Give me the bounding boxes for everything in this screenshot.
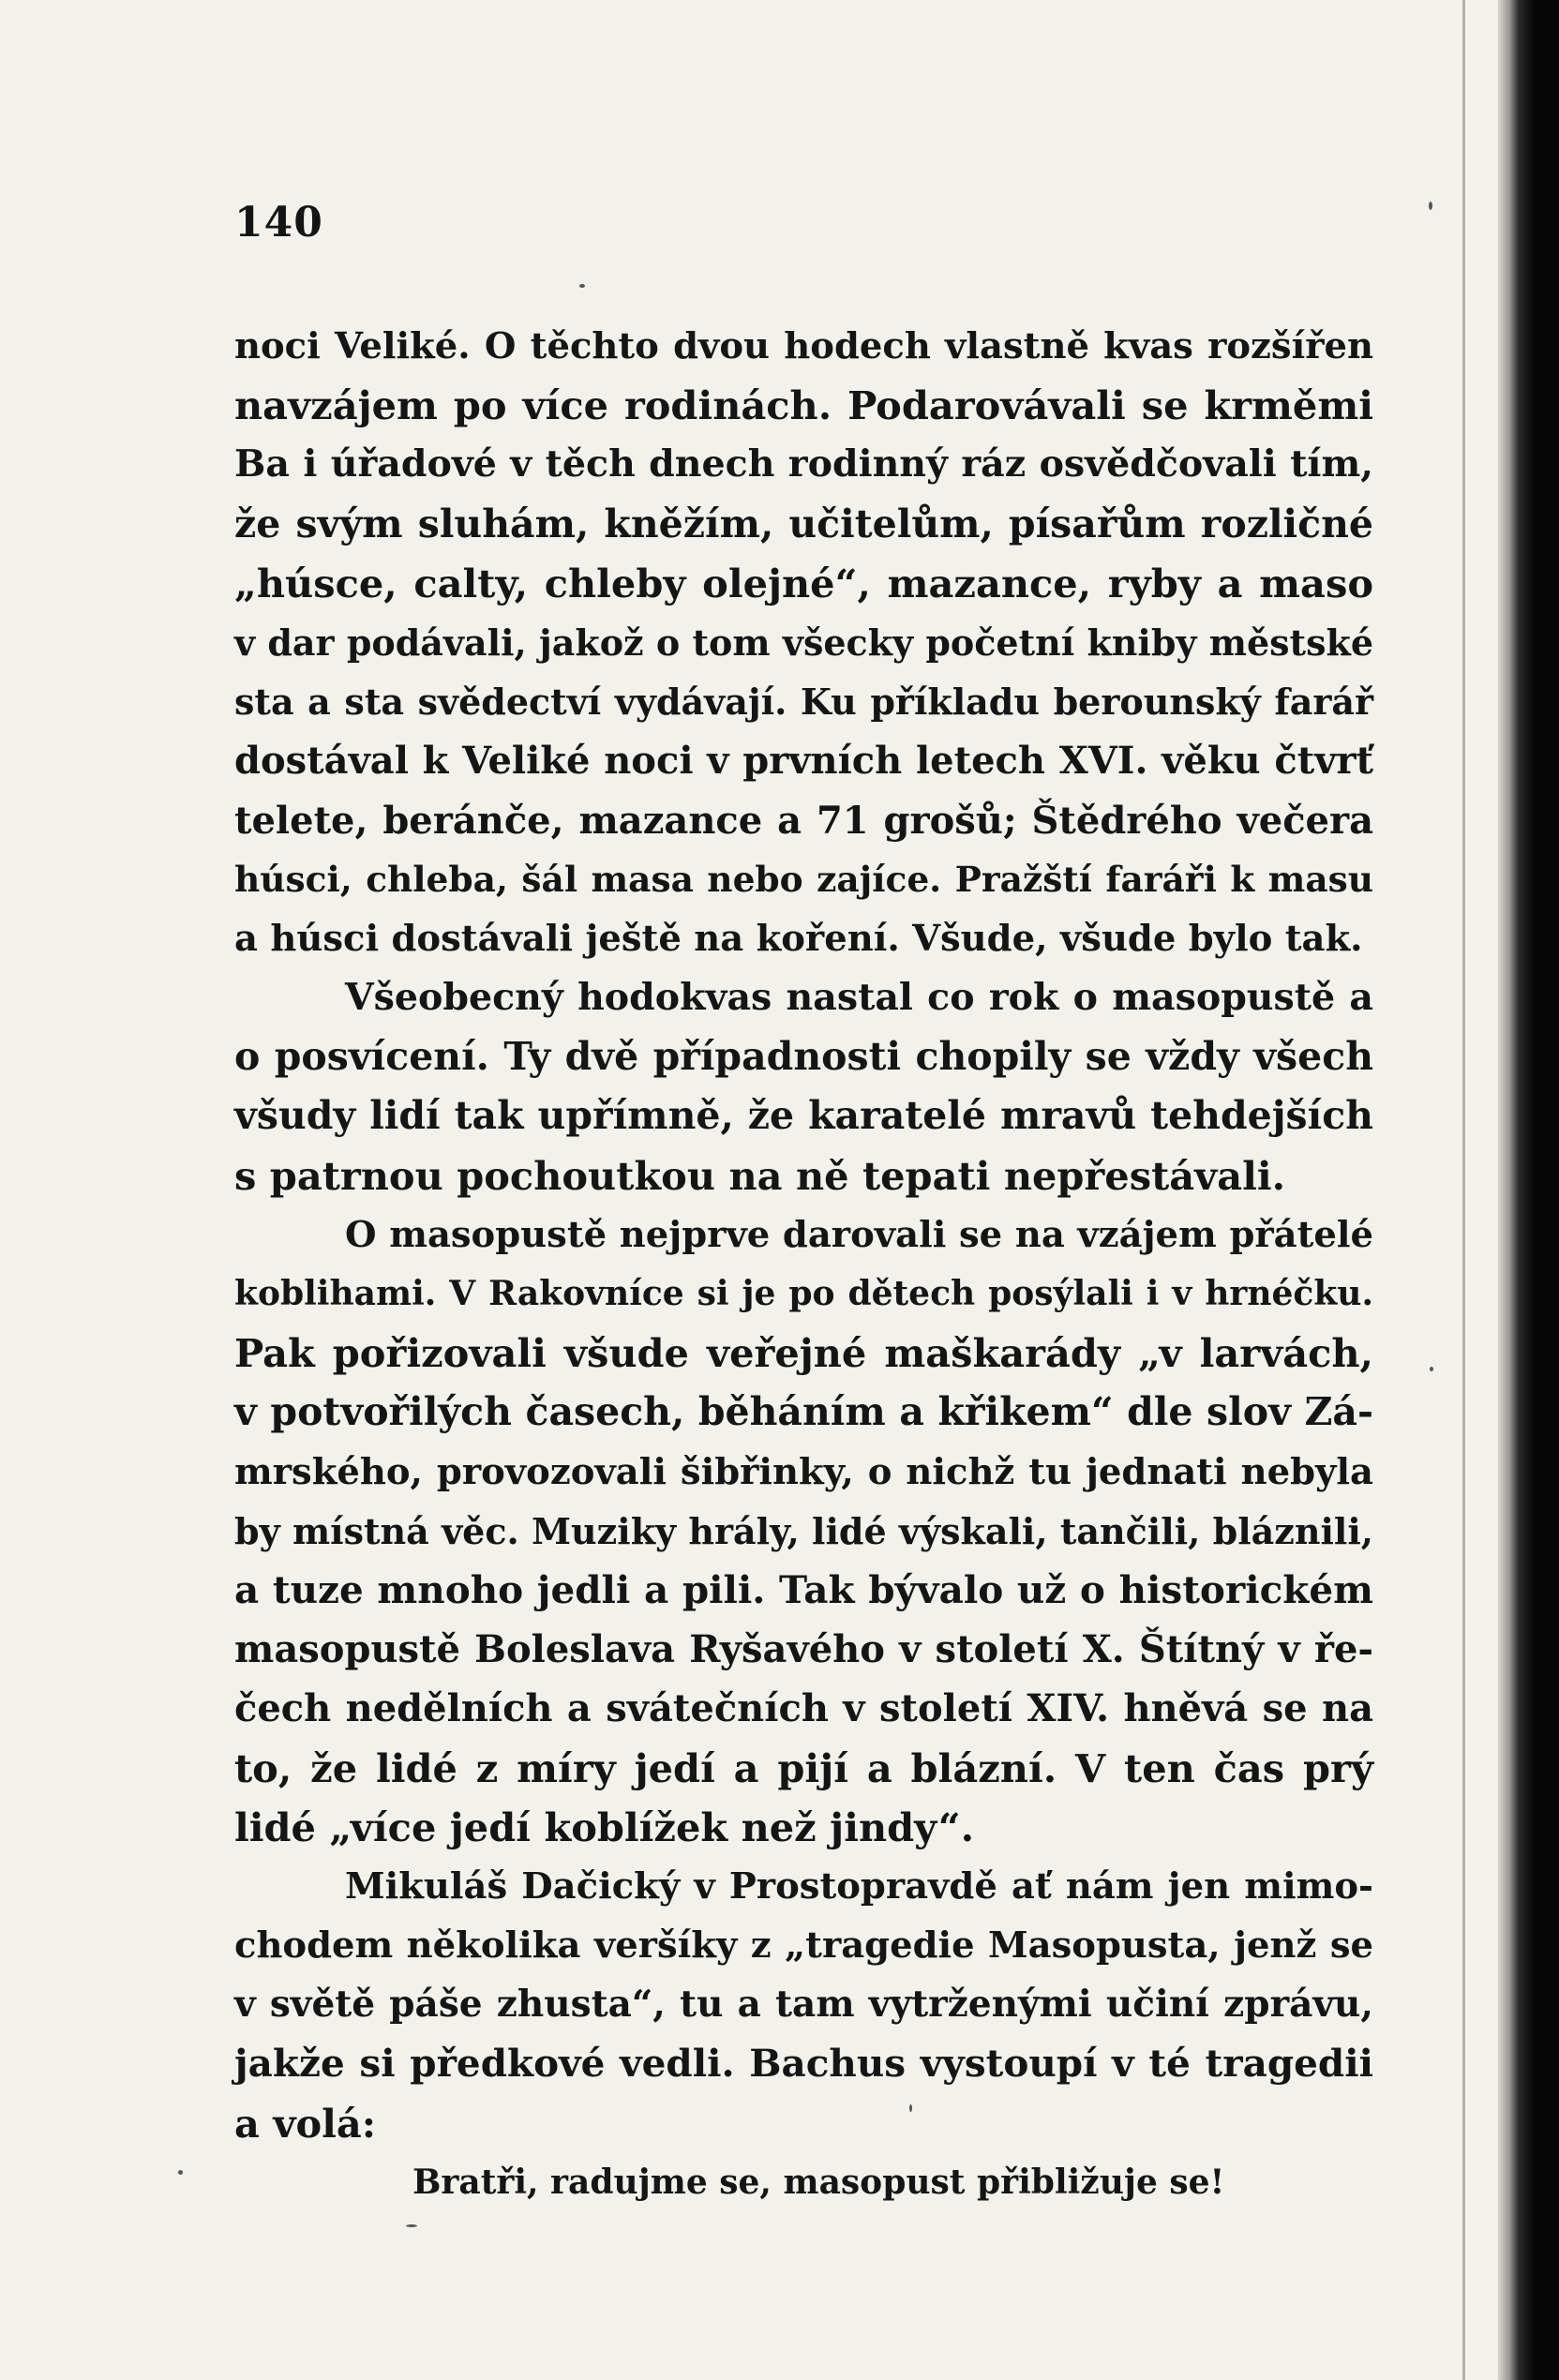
text-line: s patrnou pochoutkou na ně tepati nepřestávali.	[234, 1152, 1286, 1199]
verse-line: Bratři, radujme se, masopust přibližuje se!	[412, 2162, 1225, 2202]
text-line: a volá:	[234, 2100, 377, 2147]
text-line: O masopustě nejprve darovali se na vzájem přátelé	[345, 1213, 1373, 1256]
text-line: všudy lidí tak upřímně, že karatelé mravů tehdejších	[234, 1093, 1373, 1139]
scan-speck	[909, 2104, 912, 2112]
text-line: húsci, chleba, šál masa nebo zajíce. Pražští faráři k masu	[234, 858, 1373, 900]
text-line: to, že lidé z míry jedí a pijí a blázní. V ten čas prý	[234, 1744, 1373, 1791]
text-line: „húsce, calty, chleby olejné“, mazance, ryby a maso	[234, 560, 1373, 606]
book-spine-shadow	[1498, 0, 1559, 2380]
text-line: že svým sluhám, kněžím, učitelům, písařům rozličné	[234, 501, 1373, 546]
scan-speck	[406, 2224, 417, 2227]
scan-speck	[579, 284, 585, 288]
text-line: v potvořilých časech, běháním a křikem“ dle slov Zá-	[234, 1389, 1373, 1435]
text-line: masopustě Boleslava Ryšavého v století X. Štítný v ře-	[234, 1627, 1373, 1672]
text-line: koblihami. V Rakovníce si je po dětech posýlali i v hrnéčku.	[234, 1274, 1373, 1313]
page-number: 140	[234, 199, 323, 247]
body-text	[234, 317, 1373, 2212]
text-line: v dar podávali, jakož o tom všecky početní kniby městské	[234, 621, 1373, 664]
text-line: Všeobecný hodokvas nastal co rok o masopustě a	[345, 976, 1373, 1020]
scan-speck	[1430, 1367, 1433, 1371]
text-line: v světě páše zhusta“, tu a tam vytrženými učiní zprávu,	[234, 1983, 1373, 2027]
text-line: a húsci dostávali ještě na koření. Všude, všude bylo tak.	[234, 917, 1363, 960]
text-line: dostával k Veliké noci v prvních letech XVI. věku čtvrť	[234, 739, 1373, 784]
text-line: a tuze mnoho jedli a pili. Tak bývalo už o historickém	[234, 1566, 1373, 1612]
text-line: chodem několika veršíky z „tragedie Masopusta, jenž se	[234, 1924, 1373, 1968]
text-line: sta a sta svědectví vydávají. Ku příkladu berounský farář	[234, 681, 1373, 724]
text-line: telete, beránče, mazance a 71 grošů; Štědrého večera	[234, 798, 1373, 843]
text-line: by místná věc. Muziky hrály, lidé výskali, tančili, bláznili,	[234, 1509, 1373, 1552]
text-line: Pak pořizovali všude veřejné maškarády „v larvách,	[234, 1330, 1373, 1377]
text-line: o posvícení. Ty dvě případnosti chopily se vždy všech	[234, 1034, 1373, 1080]
text-line: mrského, provozovali šibřinky, o nichž tu jednati nebyla	[234, 1450, 1373, 1493]
text-line: Ba i úřadové v těch dnech rodinný ráz osvědčovali tím,	[234, 442, 1373, 486]
scan-speck	[1429, 202, 1432, 210]
text-line: noci Veliké. O těchto dvou hodech vlastně kvas rozšířen	[234, 325, 1373, 367]
page-fold-line	[1462, 0, 1465, 2380]
text-line: čech nedělních a svátečních v století XIV. hněvá se na	[234, 1686, 1373, 1731]
scan-speck	[178, 2170, 183, 2175]
text-line: Mikuláš Dačický v Prostopravdě ať nám jen mimo-	[345, 1864, 1373, 1908]
text-line: navzájem po více rodinách. Podarovávali se krměmi	[234, 382, 1373, 429]
text-line: jakže si předkové vedli. Bachus vystoupí v té tragedii	[234, 2041, 1373, 2087]
text-line: lidé „více jedí koblížek než jindy“.	[234, 1804, 975, 1850]
